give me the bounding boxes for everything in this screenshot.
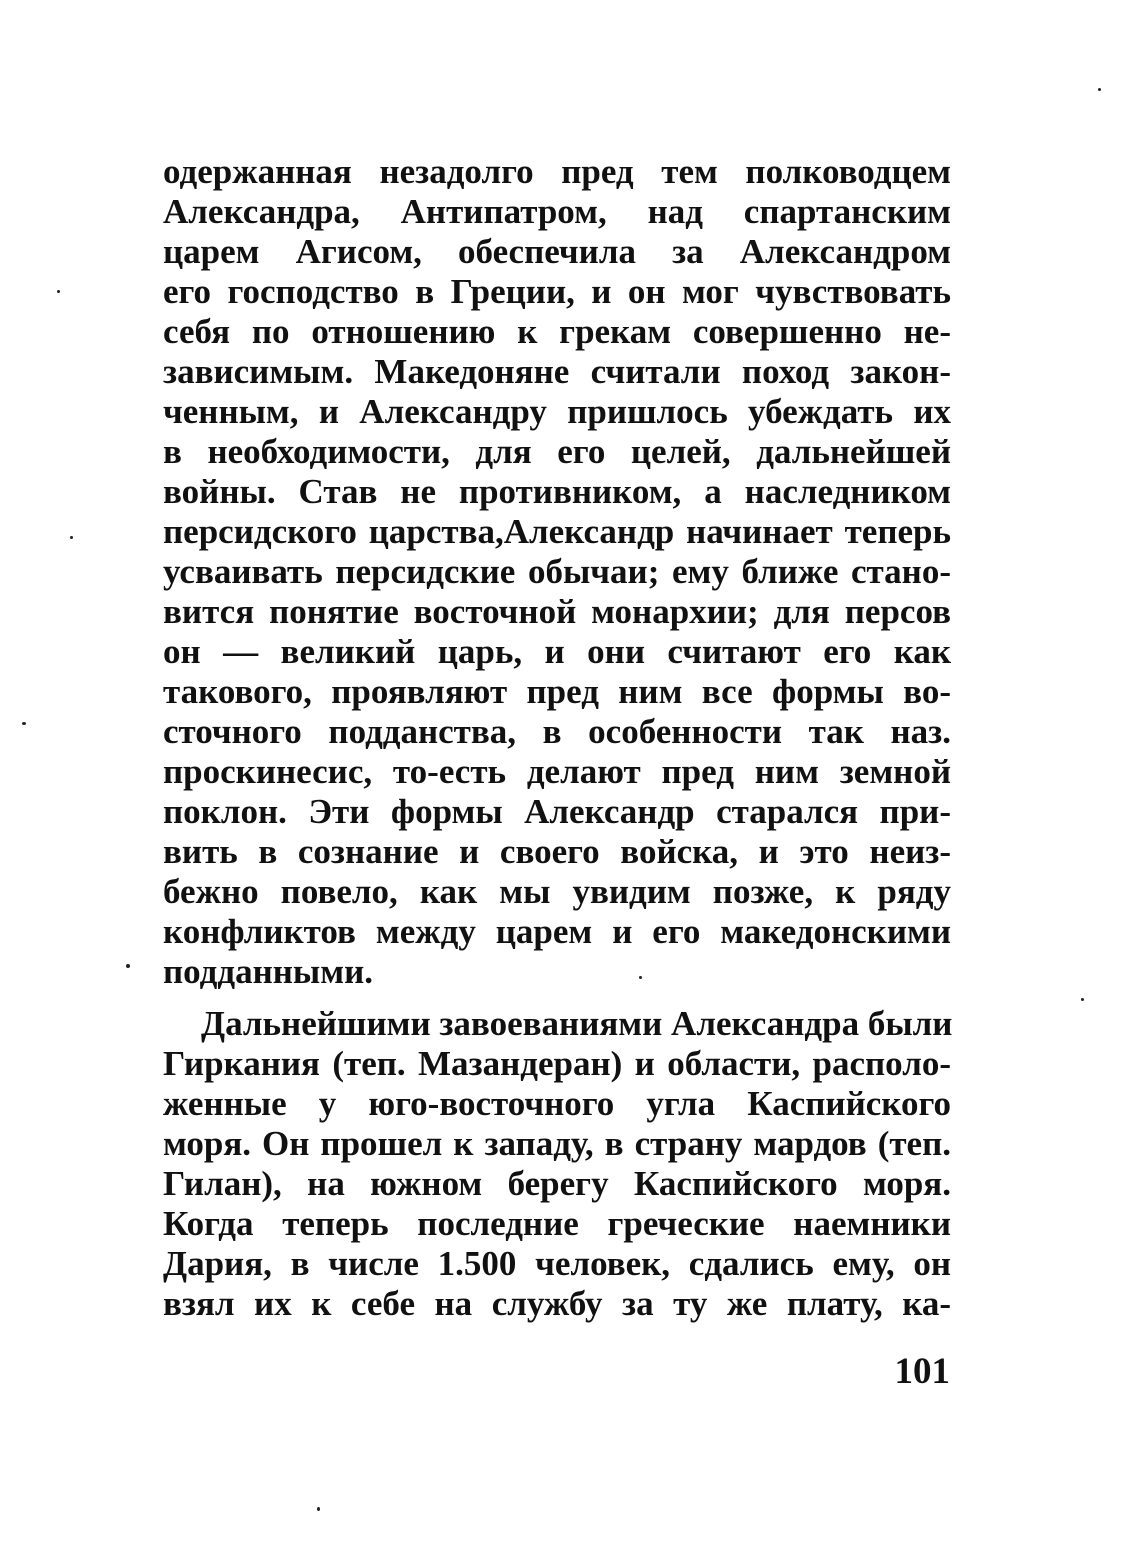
text-line: себя по отношению к грекам совершенно не- [163,312,951,351]
text-line: женные у юго-восточного угла Каспийского [163,1084,951,1123]
text-line: подданными. [163,952,373,991]
text-line: Гилан), на южном берегу Каспийского моря. [163,1164,951,1203]
text-line: вится понятие восточной монархии; для персов [163,592,951,631]
scan-speck [639,976,642,979]
text-line: Гиркания (теп. Мазандеран) и области, располо- [163,1044,951,1083]
text-line: он — великий царь, и они считают его как [163,632,951,671]
scan-speck [317,1507,320,1511]
scan-speck [57,290,60,293]
text-line: царем Агисом, обеспечила за Александром [163,232,951,271]
text-line: войны. Став не противником, а наследником [163,472,951,511]
text-line: одержанная незадолго пред тем полководцем [163,152,951,191]
text-line: его господство в Греции, и он мог чувствовать [163,272,951,311]
text-line: бежно повело, как мы увидим позже, к ряду [163,872,951,911]
text-line: в необходимости, для его целей, дальнейшей [163,432,951,471]
text-line: Дальнейшими завоеваниями Александра были [201,1004,953,1043]
text-line: моря. Он прошел к западу, в страну мардов (теп. [163,1124,951,1163]
text-line: усваивать персидские обычаи; ему ближе стано- [163,552,951,591]
text-line: такового, проявляют пред ним все формы во- [163,672,951,711]
text-line: вить в сознание и своего войска, и это неиз- [163,832,951,871]
scan-speck [1098,88,1101,91]
paragraph-1 [163,152,951,992]
text-line: персидского царства,Александр начинает теперь [163,512,951,551]
text-line: проскинесис, то-есть делают пред ним земной [163,752,951,791]
text-line: Александра, Антипатром, над спартанским [163,192,951,231]
text-line: взял их к себе на службу за ту же плату, ка- [163,1284,951,1323]
body-text [163,152,951,1324]
page-number: 101 [894,1351,950,1392]
scan-speck [126,964,130,968]
text-line: Когда теперь последние греческие наемники [163,1204,951,1243]
text-line: конфликтов между царем и его македонскими [163,912,951,951]
text-line: зависимым. Македоняне считали поход закон- [163,352,951,391]
text-line: сточного подданства, в особенности так наз. [163,712,951,751]
text-line: ченным, и Александру пришлось убеждать их [163,392,951,431]
scan-speck [22,722,26,725]
paragraph-gap [163,992,951,1004]
text-line: поклон. Эти формы Александр старался при- [163,792,951,831]
scan-speck [1081,998,1084,1001]
text-line: Дария, в числе 1.500 человек, сдались ему, он [163,1244,951,1283]
scan-speck [70,536,73,539]
paragraph-2 [163,1004,951,1324]
